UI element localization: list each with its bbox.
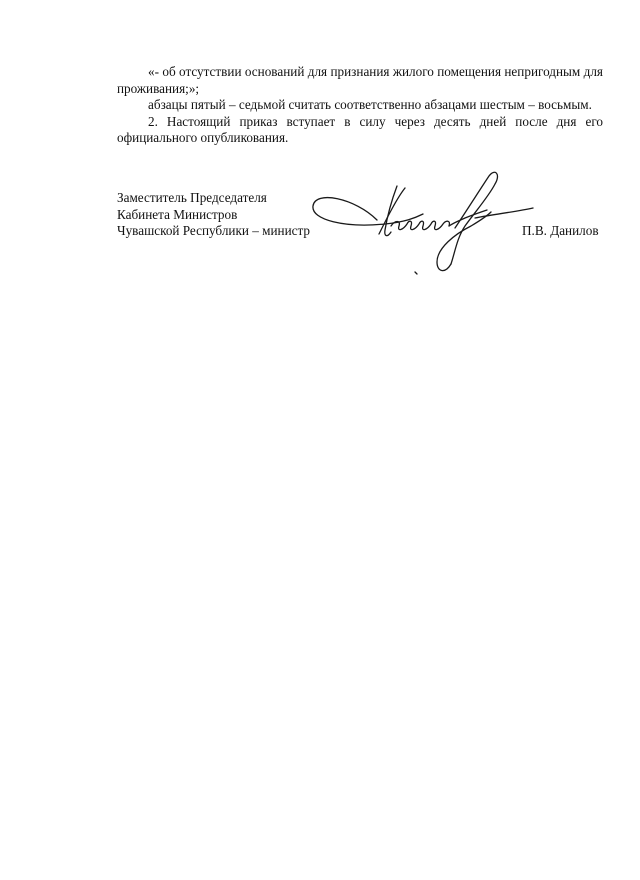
paragraph-3: 2. Настоящий приказ вступает в силу через десять дней после дня его официального опубликования.	[117, 113, 603, 145]
document-body	[117, 64, 603, 147]
signatory-title	[117, 190, 310, 240]
signatory-name: П.В. Данилов	[522, 223, 599, 238]
signatory-title-line-3: Чувашской Республики – министр	[117, 223, 310, 238]
signatory-title-line-2: Кабинета Министров	[117, 206, 238, 222]
signatory-title-line-1: Заместитель Председателя	[117, 190, 267, 205]
paragraph-1: «- об отсутствии оснований для признания жилого помещения непригодным для проживания;»;	[117, 64, 603, 96]
paragraph-2: абзацы пятый – седьмой считать соответственно абзацами шестым – восьмым.	[148, 97, 592, 112]
handwritten-signature	[305, 168, 545, 283]
